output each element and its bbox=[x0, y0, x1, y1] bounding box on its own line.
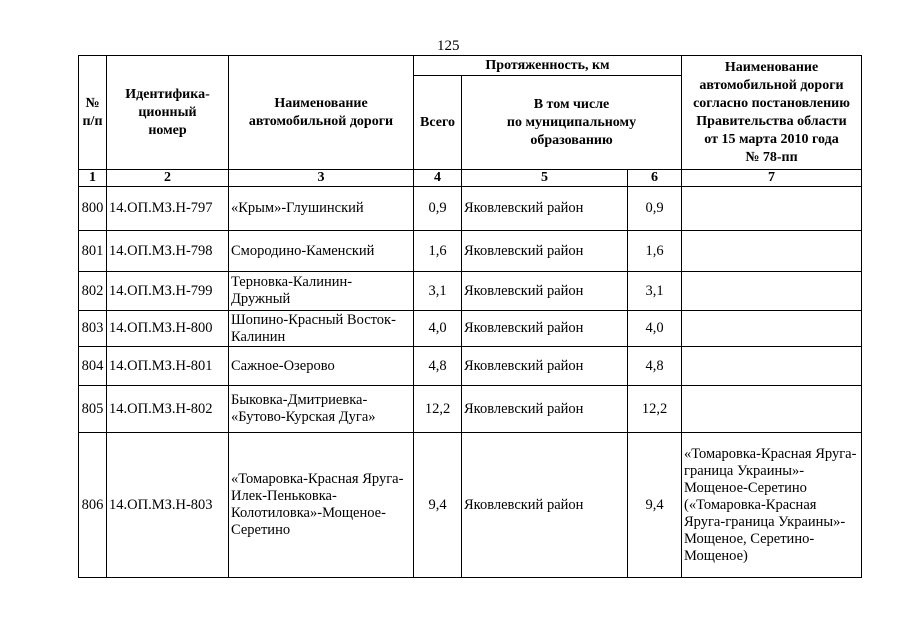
table-row bbox=[79, 272, 862, 311]
row-number: 803 bbox=[79, 311, 107, 347]
total-km: 1,6 bbox=[414, 231, 462, 272]
road-name: Быковка-Дмитриевка- «Бутово-Курская Дуга» bbox=[229, 386, 414, 433]
row-number: 801 bbox=[79, 231, 107, 272]
table-row bbox=[79, 433, 862, 578]
municipality-km: 9,4 bbox=[628, 433, 682, 578]
resolution-name bbox=[682, 386, 862, 433]
road-id: 14.ОП.МЗ.Н-802 bbox=[107, 386, 229, 433]
municipality: Яковлевский район bbox=[462, 347, 628, 386]
header-length-group: Протяженность, км bbox=[414, 56, 682, 76]
header-col-resolution: Наименование автомобильной дороги согласно постановлению Правительства области от 15 марта 2010 года № 78-пп bbox=[682, 56, 862, 170]
column-number: 2 bbox=[107, 170, 229, 187]
row-number: 806 bbox=[79, 433, 107, 578]
municipality: Яковлевский район bbox=[462, 231, 628, 272]
road-name: «Томаровка-Красная Яруга- Илек-Пеньковка- Колотиловка»-Мощеное- Серетино bbox=[229, 433, 414, 578]
header-col-total: Всего bbox=[414, 76, 462, 170]
row-number: 802 bbox=[79, 272, 107, 311]
row-number: 805 bbox=[79, 386, 107, 433]
municipality: Яковлевский район bbox=[462, 433, 628, 578]
header-col-name: Наименование автомобильной дороги bbox=[229, 56, 414, 170]
municipality: Яковлевский район bbox=[462, 311, 628, 347]
road-name: «Крым»-Глушинский bbox=[229, 187, 414, 231]
total-km: 4,0 bbox=[414, 311, 462, 347]
road-name: Шопино-Красный Восток- Калинин bbox=[229, 311, 414, 347]
road-name: Терновка-Калинин- Дружный bbox=[229, 272, 414, 311]
municipality-km: 4,0 bbox=[628, 311, 682, 347]
column-number: 3 bbox=[229, 170, 414, 187]
road-id: 14.ОП.МЗ.Н-800 bbox=[107, 311, 229, 347]
table-row bbox=[79, 311, 862, 347]
municipality-km: 3,1 bbox=[628, 272, 682, 311]
total-km: 3,1 bbox=[414, 272, 462, 311]
municipality: Яковлевский район bbox=[462, 187, 628, 231]
resolution-name bbox=[682, 231, 862, 272]
municipality-km: 0,9 bbox=[628, 187, 682, 231]
road-id: 14.ОП.МЗ.Н-803 bbox=[107, 433, 229, 578]
column-number: 5 bbox=[462, 170, 628, 187]
header-row-1 bbox=[79, 56, 862, 76]
column-numbers-row bbox=[79, 170, 862, 187]
roads-table bbox=[78, 55, 862, 578]
road-name: Сажное-Озерово bbox=[229, 347, 414, 386]
column-number: 6 bbox=[628, 170, 682, 187]
page-number: 125 bbox=[437, 38, 460, 54]
column-number: 4 bbox=[414, 170, 462, 187]
road-id: 14.ОП.МЗ.Н-798 bbox=[107, 231, 229, 272]
table-row bbox=[79, 347, 862, 386]
table-row bbox=[79, 187, 862, 231]
header-col-no: № п/п bbox=[79, 56, 107, 170]
column-number: 1 bbox=[79, 170, 107, 187]
road-id: 14.ОП.МЗ.Н-797 bbox=[107, 187, 229, 231]
municipality-km: 4,8 bbox=[628, 347, 682, 386]
column-number: 7 bbox=[682, 170, 862, 187]
resolution-name: «Томаровка-Красная Яруга- граница Украины»- Мощеное-Серетино («Томаровка-Красная Яруга-граница Украины»- Мощеное, Серетино- Мощеное) bbox=[682, 433, 862, 578]
row-number: 804 bbox=[79, 347, 107, 386]
total-km: 9,4 bbox=[414, 433, 462, 578]
resolution-name bbox=[682, 272, 862, 311]
municipality-km: 1,6 bbox=[628, 231, 682, 272]
road-id: 14.ОП.МЗ.Н-801 bbox=[107, 347, 229, 386]
row-number: 800 bbox=[79, 187, 107, 231]
total-km: 4,8 bbox=[414, 347, 462, 386]
total-km: 0,9 bbox=[414, 187, 462, 231]
road-name: Смородино-Каменский bbox=[229, 231, 414, 272]
resolution-name bbox=[682, 187, 862, 231]
table-row bbox=[79, 386, 862, 433]
road-id: 14.ОП.МЗ.Н-799 bbox=[107, 272, 229, 311]
resolution-name bbox=[682, 347, 862, 386]
municipality: Яковлевский район bbox=[462, 272, 628, 311]
header-col-id: Идентифика- ционный номер bbox=[107, 56, 229, 170]
table-row bbox=[79, 231, 862, 272]
total-km: 12,2 bbox=[414, 386, 462, 433]
municipality: Яковлевский район bbox=[462, 386, 628, 433]
resolution-name bbox=[682, 311, 862, 347]
municipality-km: 12,2 bbox=[628, 386, 682, 433]
header-col-municipal: В том числе по муниципальному образованию bbox=[462, 76, 682, 170]
